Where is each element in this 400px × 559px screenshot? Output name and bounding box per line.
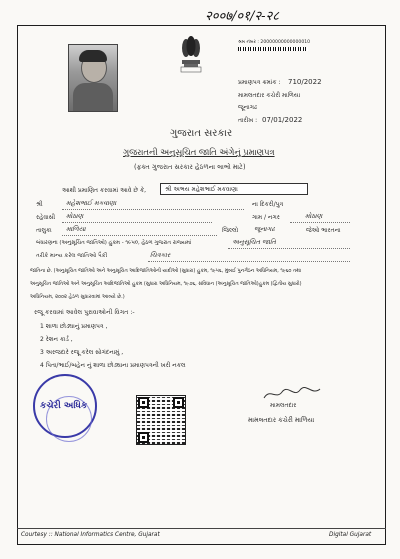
village-value: મોઠાણ: [305, 212, 323, 220]
taluka-value: માળિયા: [66, 225, 86, 233]
father-name: મહેશભાઈ મકવાણા: [66, 199, 117, 207]
certificate-number-label: પ્રમાણપત્ર ક્રમાંક :: [238, 79, 281, 86]
certificate-subtitle: (ફક્ત ગુજરાત સરકાર હેઠળના લાભો માટે): [134, 163, 246, 171]
footer-courtesy: Courtesy :: National Informatics Centre, Gujarat: [21, 532, 160, 538]
applicant-name: શ્રી અભય મહેશભાઈ મકવાણા: [160, 183, 308, 195]
caste-value: ચિત્રકાર: [150, 251, 171, 259]
state-emblem-icon: [176, 34, 206, 74]
sri-label: શ્રી: [36, 201, 43, 208]
footer-digital: Digital Gujarat: [329, 532, 372, 538]
taluka-label: તાલુકા: [36, 227, 52, 234]
documents-heading: રજૂ કરવામાં આવેલ પુરાવાઓની વિગત :-: [34, 309, 135, 316]
document-item-2: 2 રેશન કાર્ડ ,: [40, 336, 73, 343]
legal-line-3: અધિનિયમ, ૨૦૦૨ હેઠળ સુધારવામાં આવ્યો છે.): [30, 294, 125, 300]
barcode-number: શ્રમ નંબર : 20000000000000010: [238, 40, 311, 45]
signer-label: મામલતદાર: [270, 402, 297, 409]
issue-date-label: તારીખ :: [238, 117, 258, 124]
residence-line: [62, 222, 212, 223]
document-item-3: 3 અરજદારે રજૂ કરેલ સોગંદનામું ,: [40, 349, 124, 356]
taluka-line: [62, 235, 217, 236]
document-item-1: 1 શાળા છોડ્યાનું પ્રમાણપત્ર ,: [40, 323, 108, 330]
seal-text: કચેરી અધિક: [40, 401, 88, 411]
footer-divider: [17, 528, 386, 529]
state-value: જેઓ ભારતના: [306, 227, 341, 234]
header-title: ગુજરાત સરકાર: [170, 128, 233, 139]
legal-line-1: જાતિના છે. (અનુસૂચિત જાતિઓ અને અનુસૂચિત આદિજાતિઓની યાદીઓ (સુધારા) હુકમ, ૧૯૫૬, મુંબઈ પુનર્ગઠન અધિનિયમ, ૧૯૬૦ તથા: [30, 268, 302, 274]
applicant-photo: [68, 44, 118, 112]
signer-office: મામલતદાર કચેરી માળિયા: [248, 416, 315, 424]
residence-label: રહેવાસી: [36, 214, 56, 221]
issuing-office: મામલતદાર કચેરી માળિયા: [238, 92, 301, 99]
document-item-4: 4 પિતા/ભાઈ/બહેન નું શાળા છોડ્યાના પ્રમાણપત્રની ખરી નકલ: [40, 362, 186, 369]
legal-line-2: અનુસૂચિત જાતિઓ અને અનુસૂચિત આદિજાતિઓ હુકમ (સુધારા અધિનિયમ, ૧૯૭૬, સંવિધાન (અનુસૂચિત જાતિઓ)હુકમ (દ્વિતીય સુધારો): [30, 281, 302, 287]
village-line: [290, 222, 350, 223]
category-value: અનુસૂચિત જાતિ: [232, 238, 276, 246]
issuing-place: જૂનાગઢ: [238, 104, 257, 111]
issue-date: 07/01/2022: [262, 116, 303, 124]
verification-qr-code: [136, 395, 186, 445]
certify-text: આથી પ્રમાણિત કરવામાં આવે છે કે,: [62, 187, 147, 194]
certificate-title: ગુજરાતની અનુસૂચિત જાતિ અંગેનું પ્રમાણપત્ર: [123, 147, 275, 157]
district-value: જૂનાગઢ: [254, 225, 275, 233]
barcode: [238, 47, 308, 51]
village-label: ગામ / નગર: [252, 214, 280, 221]
caste-line: [148, 261, 350, 262]
category-text: બંધારણના (અનુસૂચિત જાતિઓ) હુકમ - ૧૯૫૦, હેઠળ ગુજરાત રાજ્યમાં: [36, 240, 192, 246]
residence-value: મોઠાણ: [66, 212, 84, 220]
handwritten-note: २००७/०१/२-२८: [205, 9, 279, 24]
district-label: જિલ્લો: [222, 227, 239, 234]
category-line: [228, 248, 350, 249]
signature-mark: [262, 386, 322, 402]
father-name-line: [62, 209, 244, 210]
child-relation: ના દિકરી/પુત્ર: [252, 201, 284, 208]
caste-label: તરીકે માન્ય કરેલ જાતિઓ પૈકી: [36, 253, 108, 259]
certificate-number: 710/2022: [288, 78, 322, 86]
